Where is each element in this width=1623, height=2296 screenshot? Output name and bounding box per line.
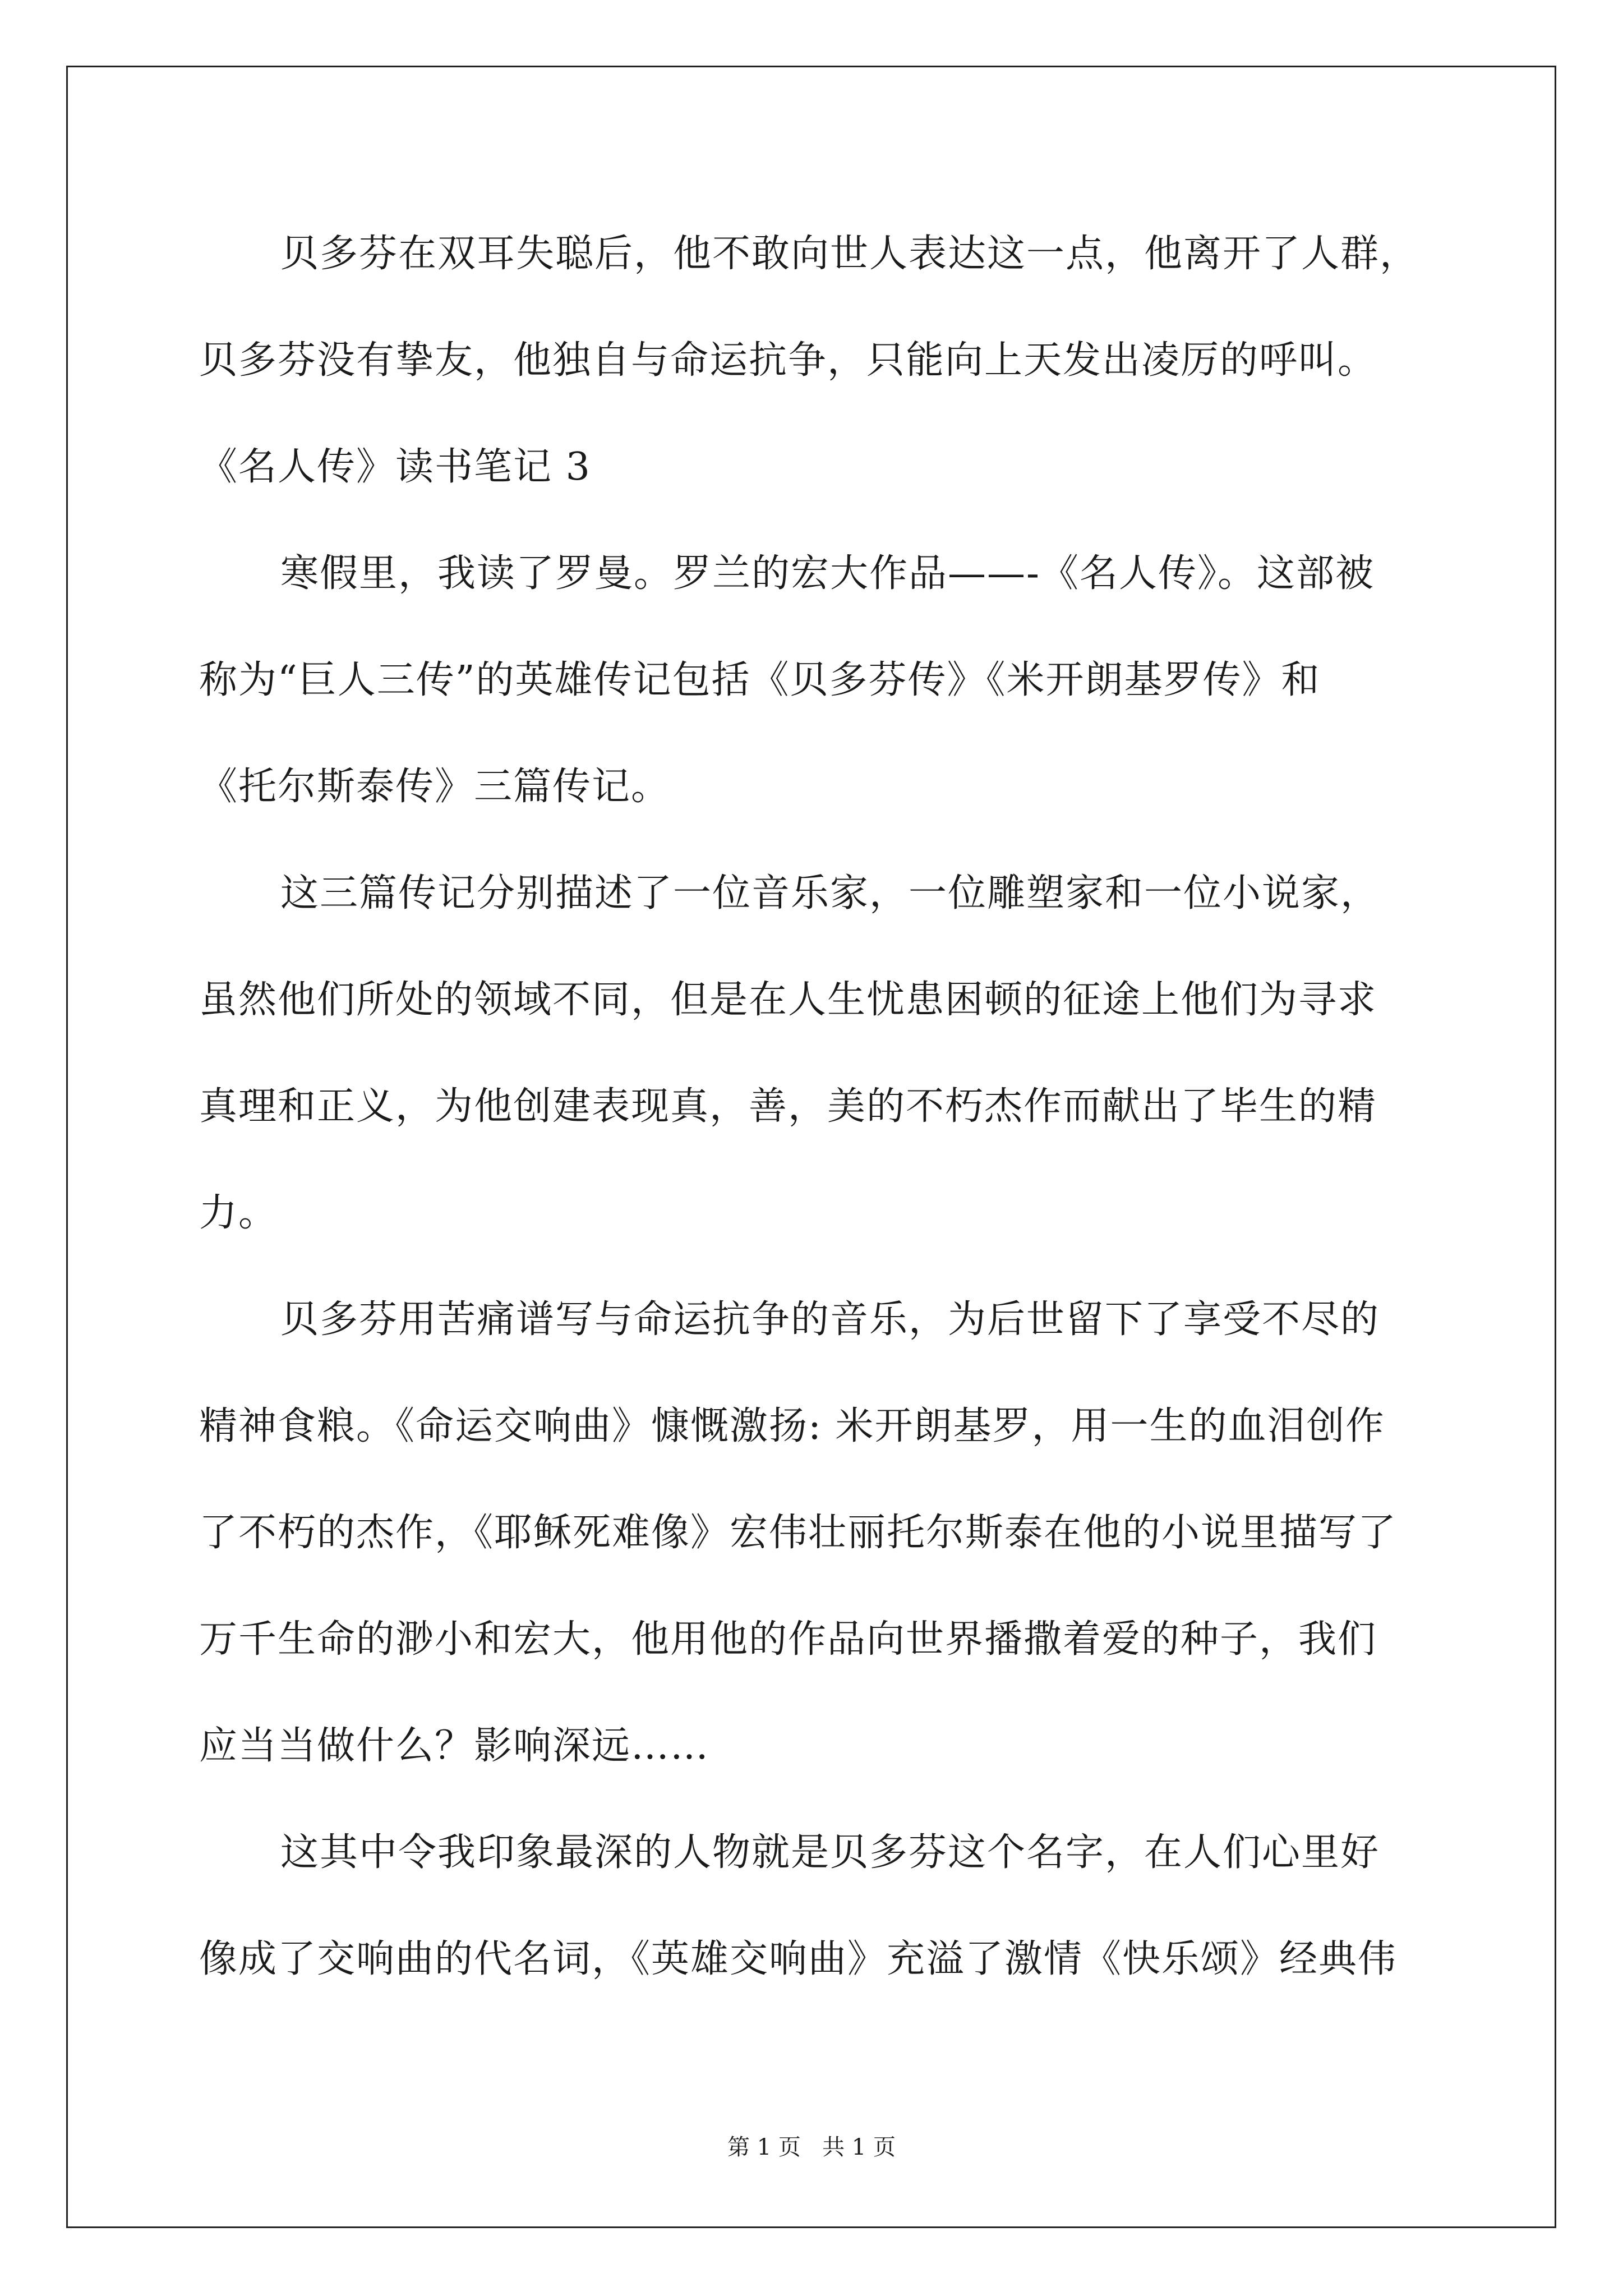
paragraph-line: 《托尔斯泰传》三篇传记。 <box>199 765 671 809</box>
paragraph-line: 虽然他们所处的领域不同，但是在人生忧患困顿的征途上他们为寻求 <box>199 978 1377 1022</box>
paragraph-line: 贝多芬没有挚友，他独自与命运抗争，只能向上天发出凌厉的呼叫。 <box>199 338 1377 383</box>
paragraph-line: 力。 <box>199 1191 278 1235</box>
paragraph-line: 像成了交响曲的代名词，《英雄交响曲》充溢了激情《快乐颂》经典伟 <box>199 1937 1398 1981</box>
paragraph-line: 这三篇传记分别描述了一位音乐家，一位雕塑家和一位小说家， <box>280 871 1380 915</box>
paragraph-line: 了不朽的杰作，《耶稣死难像》宏伟壮丽托尔斯泰在他的小说里描写了 <box>199 1511 1398 1555</box>
paragraph-line: 寒假里，我读了罗曼。罗兰的宏大作品——-《名人传》。这部被 <box>280 551 1375 596</box>
paragraph-line: 贝多芬用苦痛谱写与命运抗争的音乐，为后世留下了享受不尽的 <box>280 1297 1380 1342</box>
page-footer: 第 1 页 共 1 页 <box>727 2134 896 2160</box>
paragraph-line: 精神食粮。《命运交响曲》慷慨激扬: 米开朗基罗，用一生的血泪创作 <box>199 1404 1385 1448</box>
paragraph-line: 应当当做什么？影响深远…… <box>199 1724 710 1768</box>
paragraph-line: 真理和正义，为他创建表现真，善，美的不朽杰作而献出了毕生的精 <box>199 1084 1377 1129</box>
paragraph-line: 贝多芬在双耳失聪后，他不敢向世人表达这一点，他离开了人群， <box>280 232 1419 276</box>
paragraph-line: 万千生命的渺小和宏大，他用他的作品向世界播撒着爱的种子，我们 <box>199 1617 1377 1662</box>
page-border <box>66 66 1556 2228</box>
paragraph-line: 称为“巨人三传”的英雄传记包括《贝多芬传》《米开朗基罗传》和 <box>199 658 1321 702</box>
section-heading: 《名人传》读书笔记 3 <box>199 445 591 489</box>
paragraph-line: 这其中令我印象最深的人物就是贝多芬这个名字，在人们心里好 <box>280 1830 1380 1875</box>
